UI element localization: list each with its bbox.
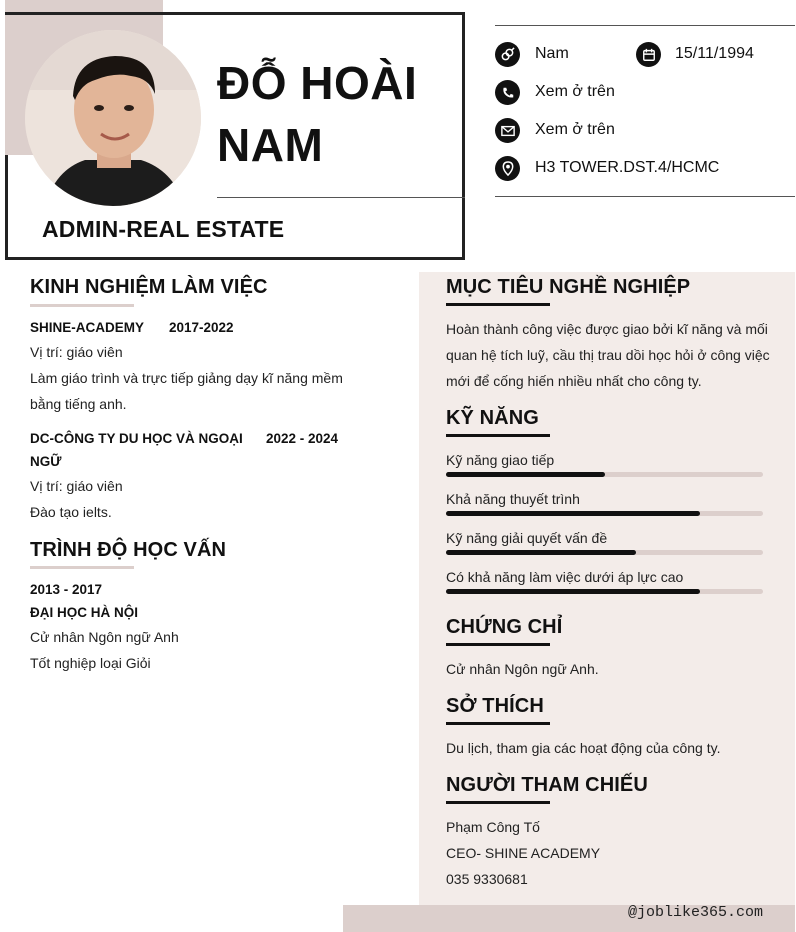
certificates-heading: CHỨNG CHỈ — [446, 616, 563, 638]
hobbies-underline — [446, 722, 550, 725]
phone-value: Xem ở trên — [535, 83, 615, 100]
skill-bar-fill — [446, 472, 605, 477]
objective-underline — [446, 303, 550, 306]
objective-line2: quan hệ tích luỹ, cầu thị trau dồi học hỏi ở công việc — [446, 347, 770, 363]
reference-name: Phạm Công Tố — [446, 819, 540, 835]
phone-icon — [495, 80, 520, 105]
candidate-name-line2: NAM — [217, 119, 324, 171]
exp2-desc: Đào tạo ielts. — [30, 504, 112, 520]
candidate-name — [217, 52, 462, 176]
skill-label: Có khả năng làm việc dưới áp lực cao — [446, 569, 684, 585]
candidate-name-line1: ĐỖ HOÀI — [217, 57, 418, 109]
exp2-role: Vị trí: giáo viên — [30, 478, 123, 494]
education-school: ĐẠI HỌC HÀ NỘI — [30, 605, 138, 620]
certificates-underline — [446, 643, 550, 646]
objective-line3: mới để cống hiến nhiều nhất cho công ty. — [446, 373, 702, 389]
exp2-company-line1: DC-CÔNG TY DU HỌC VÀ NGOẠI — [30, 431, 243, 446]
references-heading: NGƯỜI THAM CHIẾU — [446, 774, 648, 796]
gender-value: Nam — [535, 45, 569, 62]
education-period: 2013 - 2017 — [30, 582, 103, 597]
experience-underline — [30, 304, 134, 307]
gender-icon — [495, 42, 520, 67]
skill-bar-track — [446, 550, 763, 555]
skills-underline — [446, 434, 550, 437]
skill-bar-fill — [446, 589, 700, 594]
calendar-icon — [636, 42, 661, 67]
exp2-company-line2: NGỮ — [30, 454, 62, 469]
reference-phone: 035 9330681 — [446, 871, 528, 887]
name-divider — [217, 197, 465, 198]
references-underline — [446, 801, 550, 804]
contact-divider-top — [495, 25, 795, 26]
exp1-role: Vị trí: giáo viên — [30, 344, 123, 360]
birthday-value: 15/11/1994 — [675, 45, 754, 62]
skill-bar-fill — [446, 550, 636, 555]
skill-bar-track — [446, 589, 763, 594]
exp1-desc-line2: bằng tiếng anh. — [30, 396, 127, 412]
education-grade: Tốt nghiệp loại Giỏi — [30, 655, 151, 671]
job-title: ADMIN-REAL ESTATE — [42, 216, 285, 242]
exp1-desc-line1: Làm giáo trình và trực tiếp giảng dạy kĩ năng mềm — [30, 370, 343, 386]
exp1-company: SHINE-ACADEMY — [30, 320, 145, 335]
exp2-period: 2022 - 2024 — [266, 431, 339, 446]
hobbies-text: Du lịch, tham gia các hoạt động của công ty. — [446, 740, 721, 756]
email-value: Xem ở trên — [535, 121, 615, 138]
objective-line1: Hoàn thành công việc được giao bởi kĩ năng và mối — [446, 321, 768, 337]
education-heading: TRÌNH ĐỘ HỌC VẤN — [30, 539, 227, 561]
hobbies-heading: SỞ THÍCH — [446, 695, 544, 717]
skill-bar-fill — [446, 511, 700, 516]
certificates-text: Cử nhân Ngôn ngữ Anh. — [446, 661, 599, 677]
reference-position: CEO- SHINE ACADEMY — [446, 845, 601, 861]
skills-heading: KỸ NĂNG — [446, 407, 539, 429]
skill-bar-track — [446, 472, 763, 477]
header-frame-left-edge — [5, 155, 8, 260]
location-icon — [495, 156, 520, 181]
exp1-period: 2017-2022 — [169, 320, 234, 335]
objective-heading: MỤC TIÊU NGHỀ NGHIỆP — [446, 276, 691, 298]
skill-label: Khả năng thuyết trình — [446, 491, 580, 507]
skill-bar-track — [446, 511, 763, 516]
site-watermark: @joblike365.com — [628, 904, 764, 921]
education-underline — [30, 566, 134, 569]
skill-label: Kỹ năng giao tiếp — [446, 452, 555, 468]
skill-label: Kỹ năng giải quyết vấn đề — [446, 530, 608, 546]
experience-heading: KINH NGHIỆM LÀM VIỆC — [30, 276, 268, 298]
avatar — [25, 30, 201, 206]
email-icon — [495, 118, 520, 143]
address-value: H3 TOWER.DST.4/HCMC — [535, 159, 720, 176]
contact-divider-bottom — [495, 196, 795, 197]
education-degree: Cử nhân Ngôn ngữ Anh — [30, 629, 179, 645]
